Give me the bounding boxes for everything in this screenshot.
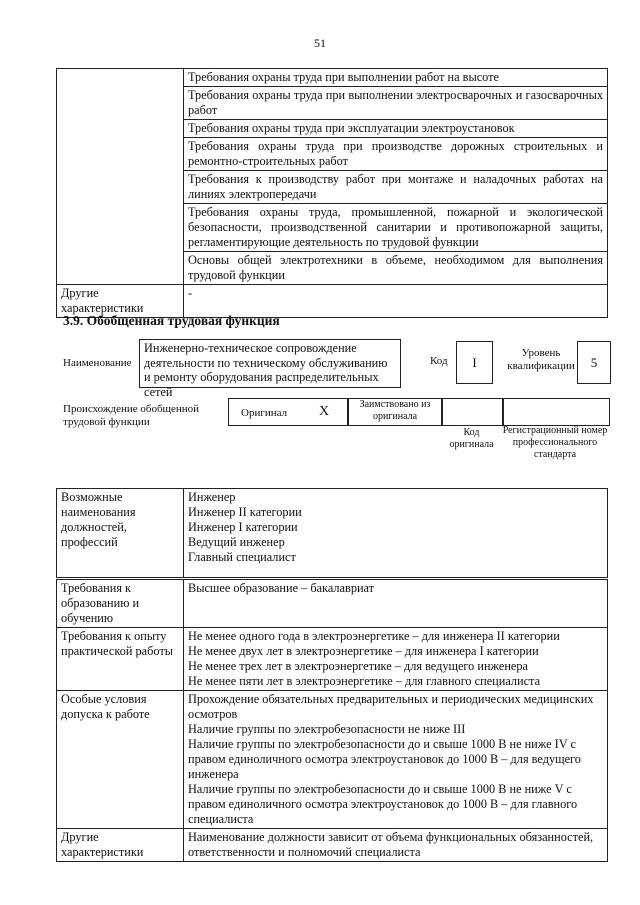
other-characteristics-label: Другие характеристики <box>57 285 184 318</box>
section-title: 3.9. Обобщенная трудовая функция <box>63 313 280 328</box>
code-label: Код <box>430 355 448 367</box>
positions-table <box>56 488 608 578</box>
experience-list <box>184 628 608 691</box>
other-label: Другие характеристики <box>57 829 184 862</box>
requirements-continuation-table <box>56 68 608 318</box>
code-value-box: I <box>456 341 493 384</box>
original-label: Оригинал <box>241 407 288 419</box>
function-name-box: Инженерно-техническое сопровождение деятельности по техническому обслуживанию и ремонту оборудования распределительных сетей <box>139 339 401 388</box>
requirement-item: Требования охраны труда при выполнении работ на высоте <box>184 69 608 87</box>
qualification-requirements-table <box>56 579 608 862</box>
reg-number-label: Регистрационный номер профессионального стандарта <box>502 425 608 460</box>
positions-list <box>184 489 608 578</box>
name-label: Наименование <box>63 357 132 369</box>
admission-list <box>184 691 608 829</box>
original-code-label: Код оригинала <box>449 427 494 450</box>
requirement-item: Требования охраны труда при эксплуатации электроустановок <box>184 120 608 138</box>
level-label: Уровень квалификации <box>507 347 575 372</box>
other-characteristics-value: - <box>184 285 608 318</box>
admission-item: Наличие группы по электробезопасности до и свыше 1000 В не ниже V с правом единоличного осмотра электроустановок до 1000 В – для главного специалиста <box>188 782 578 826</box>
education-value: Высшее образование – бакалавриат <box>184 580 608 628</box>
requirement-item: Требования охраны труда, промышленной, пожарной и экологической безопасности, производственной санитарии и противопожарной защиты, регламентирующие деятельность по трудовой функции <box>184 204 608 252</box>
position-item: Инженер II категории <box>188 505 302 519</box>
experience-item: Не менее трех лет в электроэнергетике – для ведущего инженера <box>188 659 528 673</box>
requirement-item: Требования охраны труда при выполнении электросварочных и газосварочных работ <box>184 87 608 120</box>
reg-number-cell <box>502 398 610 426</box>
position-item: Инженер I категории <box>188 520 298 534</box>
admission-item: Наличие группы по электробезопасности до и свыше 1000 В не ниже IV с правом единоличного осмотра электроустановок до 1000 В – для ведущего инженера <box>188 737 581 781</box>
origin-label: Происхождение обобщенной трудовой функции <box>63 403 200 428</box>
admission-item: Наличие группы по электробезопасности не ниже III <box>188 722 466 736</box>
experience-item: Не менее пяти лет в электроэнергетике – для главного специалиста <box>188 674 541 688</box>
admission-label: Особые условия допуска к работе <box>57 691 184 829</box>
education-label: Требования к образованию и обучению <box>57 580 184 628</box>
borrowed-cell: Заимствовано из оригинала <box>347 398 443 426</box>
experience-item: Не менее одного года в электроэнергетике – для инженера II категории <box>188 629 560 643</box>
requirement-item: Основы общей электротехники в объеме, необходимом для выполнения трудовой функции <box>184 252 608 285</box>
admission-item: Прохождение обязательных предварительных и периодических медицинских осмотров <box>188 692 594 721</box>
requirement-item: Требования к производству работ при монтаже и наладочных работах на линиях электропередачи <box>184 171 608 204</box>
original-mark: X <box>319 404 330 419</box>
original-code-cell <box>441 398 504 426</box>
page-number: 51 <box>314 36 326 50</box>
position-item: Ведущий инженер <box>188 535 285 549</box>
empty-label-cell <box>57 69 184 285</box>
positions-label: Возможные наименования должностей, профессий <box>57 489 184 578</box>
other-value: Наименование должности зависит от объема функциональных обязанностей, ответственности и полномочий специалиста <box>184 829 608 862</box>
original-cell <box>228 398 349 426</box>
position-item: Главный специалист <box>188 550 296 564</box>
requirement-item: Требования охраны труда при производстве дорожных строительных и ремонтно-строительных работ <box>184 138 608 171</box>
level-value-box: 5 <box>577 341 611 384</box>
experience-item: Не менее двух лет в электроэнергетике – для инженера I категории <box>188 644 539 658</box>
experience-label: Требования к опыту практической работы <box>57 628 184 691</box>
position-item: Инженер <box>188 490 236 504</box>
